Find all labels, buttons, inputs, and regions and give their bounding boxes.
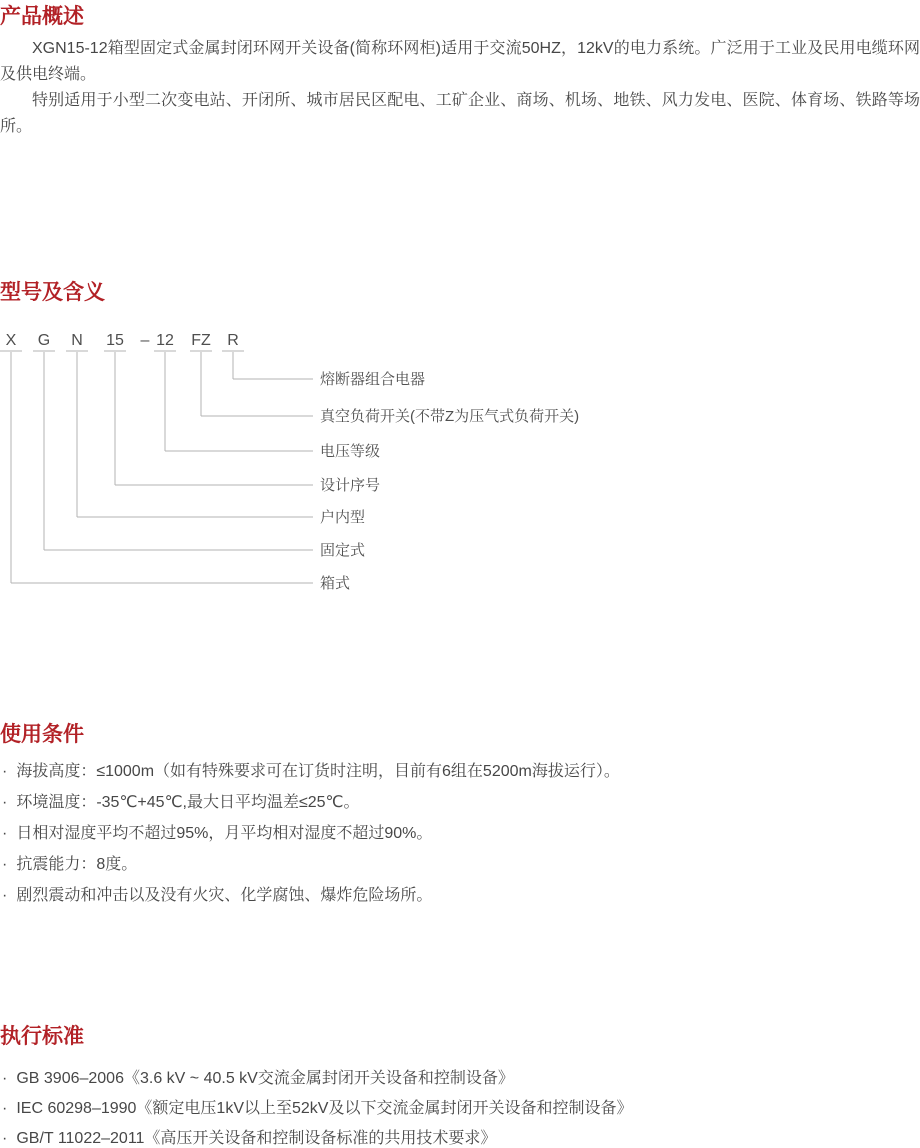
bullet-dot: · [2, 1070, 8, 1087]
service-conditions-list [0, 756, 920, 911]
model-code-part: N [71, 332, 83, 349]
model-code-diagram [0, 322, 920, 602]
model-code-part: 15 [106, 332, 124, 349]
model-code-meaning-label: 熔断器组合电器 [320, 371, 426, 388]
model-code-part: G [37, 332, 51, 349]
standard-text: IEC 60298–1990《额定电压1kV以上至52kV及以下交流金属封闭开关设备和控制设备》 [16, 1100, 633, 1117]
list-item [0, 1124, 920, 1148]
condition-text: 海拔高度：≤1000m（如有特殊要求可在订货时注明，目前有6组在5200m海拔运行）。 [16, 763, 620, 780]
bullet-dot: · [2, 887, 8, 904]
list-item [0, 756, 920, 787]
list-item [0, 1064, 920, 1094]
bullet-dot: · [2, 1130, 8, 1147]
list-item [0, 849, 920, 880]
section-title-service-conditions: 使用条件 [0, 723, 84, 746]
section-title-applied-standards: 执行标准 [0, 1025, 84, 1048]
condition-text: 环境温度：-35℃+45℃,最大日平均温差≤25℃。 [16, 794, 360, 811]
model-code-part: FZ [191, 332, 211, 349]
bullet-dot: · [2, 763, 8, 780]
section-title-model-meaning: 型号及含义 [0, 281, 105, 304]
overview-paragraph-1: XGN15-12箱型固定式金属封闭环网开关设备(简称环网柜)适用于交流50HZ，12kV的电力系统。广泛用于工业及民用电缆环网及供电终端。 [0, 40, 920, 83]
model-code-part: 12 [156, 332, 174, 349]
model-code-diagram-svg [0, 322, 920, 602]
bullet-dot: · [2, 1100, 8, 1117]
section-title-product-overview: 产品概述 [0, 5, 84, 28]
condition-text: 日相对湿度平均不超过95%，月平均相对湿度不超过90%。 [16, 825, 433, 842]
condition-text: 剧烈震动和冲击以及没有火灾、化学腐蚀、爆炸危险场所。 [16, 887, 433, 904]
list-item [0, 1094, 920, 1124]
model-code-part: X [5, 332, 17, 349]
standard-text: GB 3906–2006《3.6 kV ~ 40.5 kV交流金属封闭开关设备和控制设备》 [16, 1070, 514, 1087]
overview-paragraph-2: 特别适用于小型二次变电站、开闭所、城市居民区配电、工矿企业、商场、机场、地铁、风力发电、医院、体育场、铁路等场所。 [0, 92, 920, 135]
model-code-part: R [227, 332, 239, 349]
overview-body [0, 36, 920, 140]
model-code-meaning-label: 固定式 [320, 542, 366, 559]
model-code-meaning-label: 箱式 [320, 575, 351, 592]
list-item [0, 818, 920, 849]
standard-text: GB/T 11022–2011《高压开关设备和控制设备标准的共用技术要求》 [16, 1130, 497, 1147]
list-item [0, 787, 920, 818]
applied-standards-list [0, 1064, 920, 1148]
model-code-meaning-label: 设计序号 [320, 477, 381, 494]
model-code-meaning-label: 真空负荷开关(不带Z为压气式负荷开关) [320, 408, 580, 425]
model-code-meaning-label: 户内型 [320, 509, 366, 526]
bullet-dot: · [2, 825, 8, 842]
bullet-dot: · [2, 856, 8, 873]
condition-text: 抗震能力：8度。 [16, 856, 138, 873]
bullet-dot: · [2, 794, 8, 811]
model-code-meaning-label: 电压等级 [320, 443, 381, 460]
model-code-part: – [140, 332, 150, 349]
list-item [0, 880, 920, 911]
